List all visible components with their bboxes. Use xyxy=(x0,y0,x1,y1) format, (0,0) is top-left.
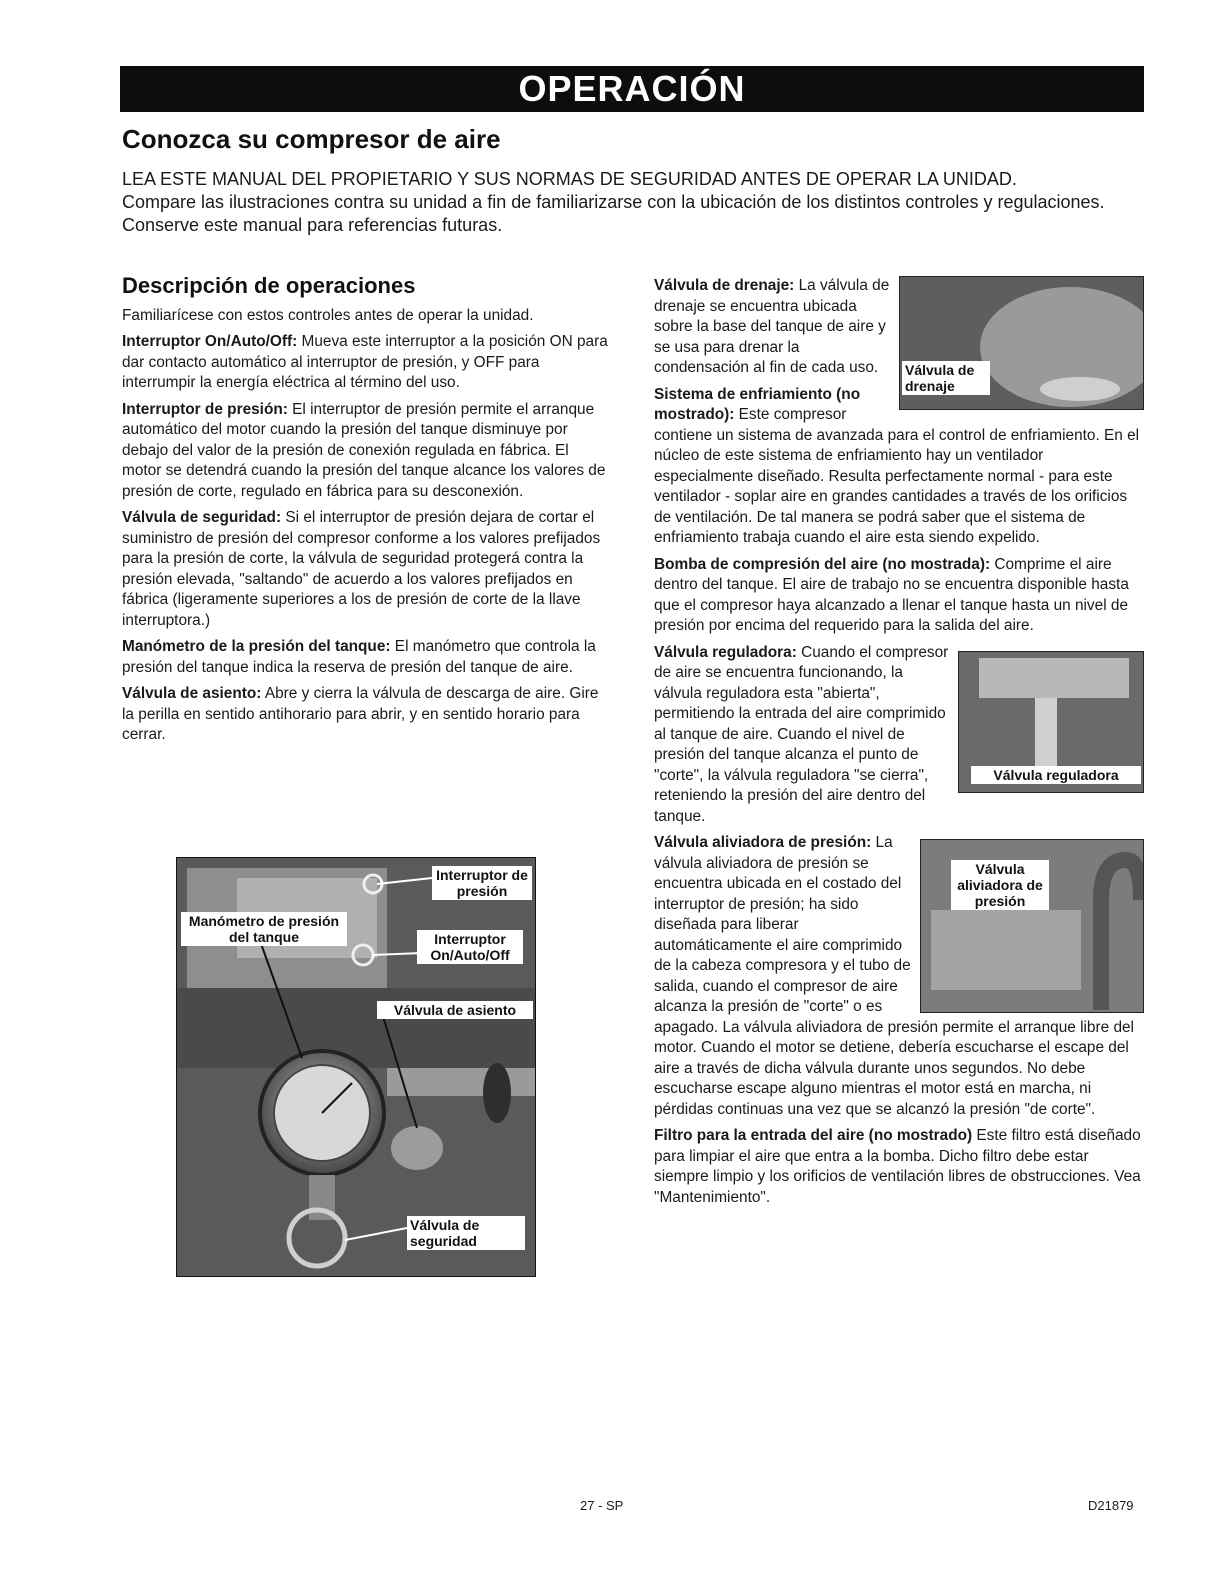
item-term: Sistema de enfriamiento (no mostrado): xyxy=(654,385,861,423)
item-term: Válvula de asiento: xyxy=(122,685,262,702)
item-air-filter xyxy=(654,1126,1144,1208)
operations-lead: Familiarícese con estos controles antes de operar la unidad. xyxy=(122,306,534,324)
document-code: D21879 xyxy=(1088,1498,1134,1513)
item-term: Válvula reguladora: xyxy=(654,643,797,661)
item-text: La válvula aliviadora de presión se encuentra ubicada en el costado del interruptor de presión; ha sido diseñada para liberar automáticamente el aire comprimido de la cabeza compresora y el tubo de salida, cuando el compresor de aire alcanza la presión de "corte" o es apagado. La válvula aliviadora de presión permite el arranque libre del motor. Cuando el motor se detiene, debería escucharse el escape del aire a través de dicha válvula durante unos segundos. No debe escucharse escape alguno mientras el motor está en marcha, ni pérdidas continuas una vez que se alcanzó la presión "de corte". xyxy=(654,834,1134,1118)
item-term: Interruptor On/Auto/Off: xyxy=(122,333,298,350)
label-tank-gauge: Manómetro de presión del tanque xyxy=(181,912,347,946)
item-text: Este filtro está diseñado para limpiar el aire que entra a la bomba. Dicho filtro debe estar siempre limpio y los orificios de ventilación libres de obstrucciones. Vea "Mantenimiento". xyxy=(654,1127,1141,1206)
intro-caps: LEA ESTE MANUAL DEL PROPIETARIO Y SUS NORMAS DE SEGURIDAD ANTES DE OPERAR LA UNIDAD. xyxy=(122,169,1017,189)
compressor-controls-photo xyxy=(176,857,536,1277)
label-relief-valve: Válvula aliviadora de presión xyxy=(951,860,1049,910)
item-text: Si el interruptor de presión dejara de cortar el suministro de presión del compresor conforme a los valores prefijados para la presión de corte, la válvula de seguridad protegerá contra la presión elevada, "saltando" de acuerdo a los valores prefijados en fábrica (ligeramente superiores a los de presión de corte de la llave interruptora.) xyxy=(122,509,601,629)
item-seat-valve xyxy=(122,684,612,746)
relief-valve-photo xyxy=(920,839,1144,1013)
label-drain-valve: Válvula de drenaje xyxy=(902,361,990,395)
item-compression-pump xyxy=(654,555,1144,637)
item-text: Este compresor contiene un sistema de avanzada para el control de enfriamiento. En el núcleo de este sistema de enfriamiento hay un ventilador especialmente diseñado. Resulta perfectamente normal - para este ventilador - soplar aire en grandes cantidades a través de los orificios de ventilación. De tal manera se podrá saber que el sistema de enfriamiento trabaja cuando el aire esta siendo expelido. xyxy=(654,406,1140,546)
label-safety-valve: Válvula de seguridad xyxy=(407,1216,525,1250)
item-term: Válvula aliviadora de presión: xyxy=(654,834,872,851)
label-on-auto-off: Interruptor On/Auto/Off xyxy=(417,930,523,964)
item-text: Comprime el aire dentro del tanque. El aire de trabajo no se encuentra disponible hasta que el compresor haya alcanzado a llenar el tanque hasta un nivel de presión por encima del requerido para la salida del aire. xyxy=(654,555,1129,634)
drain-valve-photo xyxy=(899,276,1144,410)
item-term: Manómetro de la presión del tanque: xyxy=(122,638,391,655)
item-on-auto-off xyxy=(122,332,612,394)
regulator-valve-photo xyxy=(958,651,1144,793)
item-term: Bomba de compresión del aire (no mostrada): xyxy=(654,555,991,573)
item-text: Cuando el compresor de aire se encuentra funcionando, la válvula reguladora esta "abierta", permitiendo la entrada del aire comprimido al tanque de aire. Cuando el nivel de presión del tanque alcanza el punto de "corte", la válvula reguladora "se cierra", reteniendo la presión del aire dentro del tanque. xyxy=(654,643,949,825)
label-seat-valve: Válvula de asiento xyxy=(377,1001,533,1019)
item-term: Filtro para la entrada del aire (no mostrado) xyxy=(654,1127,973,1144)
item-term: Válvula de seguridad: xyxy=(122,509,282,526)
label-regulator-valve: Válvula reguladora xyxy=(971,766,1141,784)
intro-body: Compare las ilustraciones contra su unidad a fin de familiarizarse con la ubicación de los distintos controles y regulaciones. Conserve este manual para referencias futuras. xyxy=(122,192,1105,235)
item-text: Mueva este interruptor a la posición ON para dar contacto automático al interruptor de presión, y OFF para interrumpir la energía eléctrica al término del uso. xyxy=(122,333,608,391)
section-banner: OPERACIÓN xyxy=(120,66,1144,112)
item-text: Abre y cierra la válvula de descarga de aire. Gire la perilla en sentido antihorario para abrir, y en sentido horario para cerrar. xyxy=(122,685,599,743)
item-term: Interruptor de presión: xyxy=(122,400,288,418)
item-term: Válvula de drenaje: xyxy=(654,277,795,294)
item-regulator-valve xyxy=(654,643,1144,828)
left-column xyxy=(122,273,612,752)
label-pressure-switch: Interruptor de presión xyxy=(432,866,532,900)
item-relief-valve xyxy=(654,833,1144,1120)
page-title: Conozca su compresor de aire xyxy=(122,124,501,154)
item-tank-gauge xyxy=(122,637,612,678)
page-number: 27 - SP xyxy=(580,1498,624,1513)
item-safety-valve xyxy=(122,508,612,631)
item-text: La válvula de drenaje se encuentra ubicada sobre la base del tanque de aire y se usa para drenar la condensación al fin de cada uso. xyxy=(654,277,890,376)
intro xyxy=(122,168,1122,237)
item-text: El interruptor de presión permite el arranque automático del motor cuando la presión del tanque disminuye por debajo del valor de la presión de conexión regulada en fábrica. El motor se detendrá cuando la presión del tanque alcance los valores de presión de corte, regulado en fábrica para su desconexión. xyxy=(122,400,606,500)
right-column xyxy=(654,276,1144,1214)
item-text: El manómetro que controla la presión del tanque indica la reserva de presión del tanque de aire. xyxy=(122,638,596,676)
operations-heading: Descripción de operaciones xyxy=(122,273,416,298)
item-pressure-switch xyxy=(122,400,612,503)
